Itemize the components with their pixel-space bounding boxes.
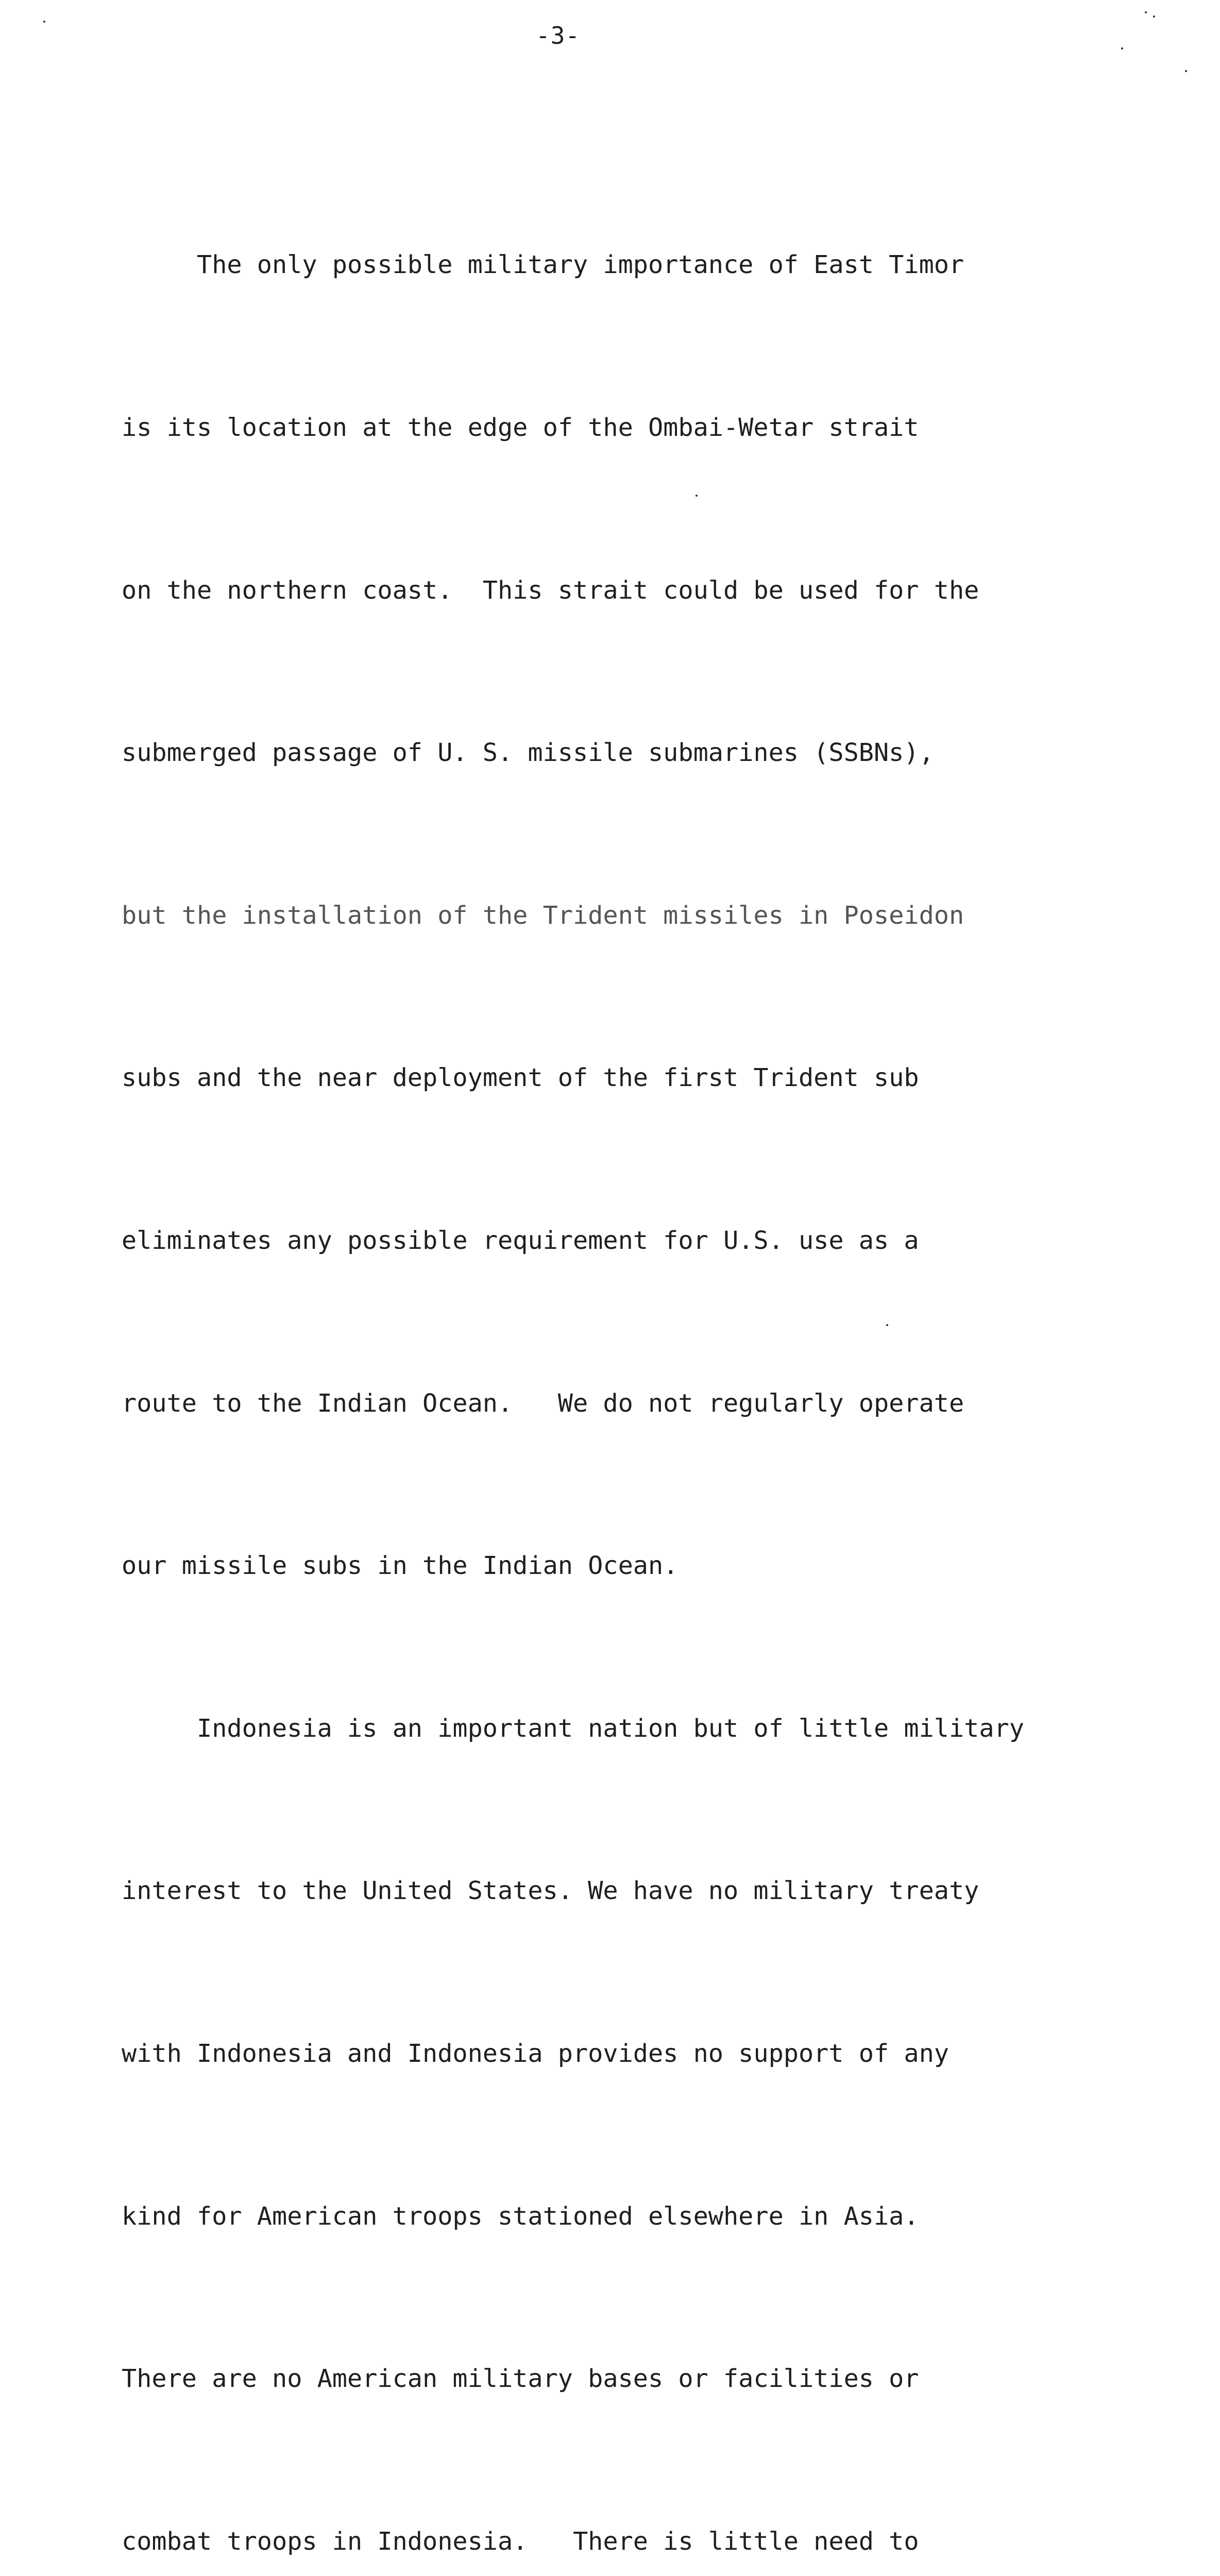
text-line: but the installation of the Trident missiles in Poseidon	[122, 901, 964, 930]
text-line: with Indonesia and Indonesia provides no support of any	[122, 2039, 949, 2068]
text-line: combat troops in Indonesia. There is little need to	[122, 2527, 919, 2556]
text-line: our missile subs in the Indian Ocean.	[122, 1551, 679, 1581]
text-line: kind for American troops stationed elsewhere in Asia.	[122, 2201, 919, 2231]
text-line: The only possible military importance of East Timor	[122, 250, 964, 280]
text-line: route to the Indian Ocean. We do not regularly operate	[122, 1388, 964, 1418]
text-line: subs and the near deployment of the first Trident sub	[122, 1063, 919, 1093]
scan-speck	[1121, 47, 1123, 49]
scan-speck	[1153, 15, 1155, 18]
text-line: submerged passage of U. S. missile submarines (SSBNs),	[122, 738, 934, 768]
document-body	[122, 130, 1142, 2576]
text-line: is its location at the edge of the Ombai-Wetar strait	[122, 413, 919, 442]
scan-speck	[43, 21, 45, 23]
scan-speck	[696, 495, 698, 497]
scan-speck	[886, 1324, 888, 1326]
text-line: There are no American military bases or facilities or	[122, 2364, 919, 2394]
text-line: interest to the United States. We have no military treaty	[122, 1876, 979, 1906]
scan-speck	[1145, 11, 1147, 13]
text-line: on the northern coast. This strait could be used for the	[122, 575, 979, 605]
scan-speck	[1185, 70, 1187, 72]
page-number: -3-	[536, 22, 581, 49]
text-line: eliminates any possible requirement for U.S. use as a	[122, 1226, 919, 1255]
text-line: Indonesia is an important nation but of little military	[122, 1714, 1024, 1743]
